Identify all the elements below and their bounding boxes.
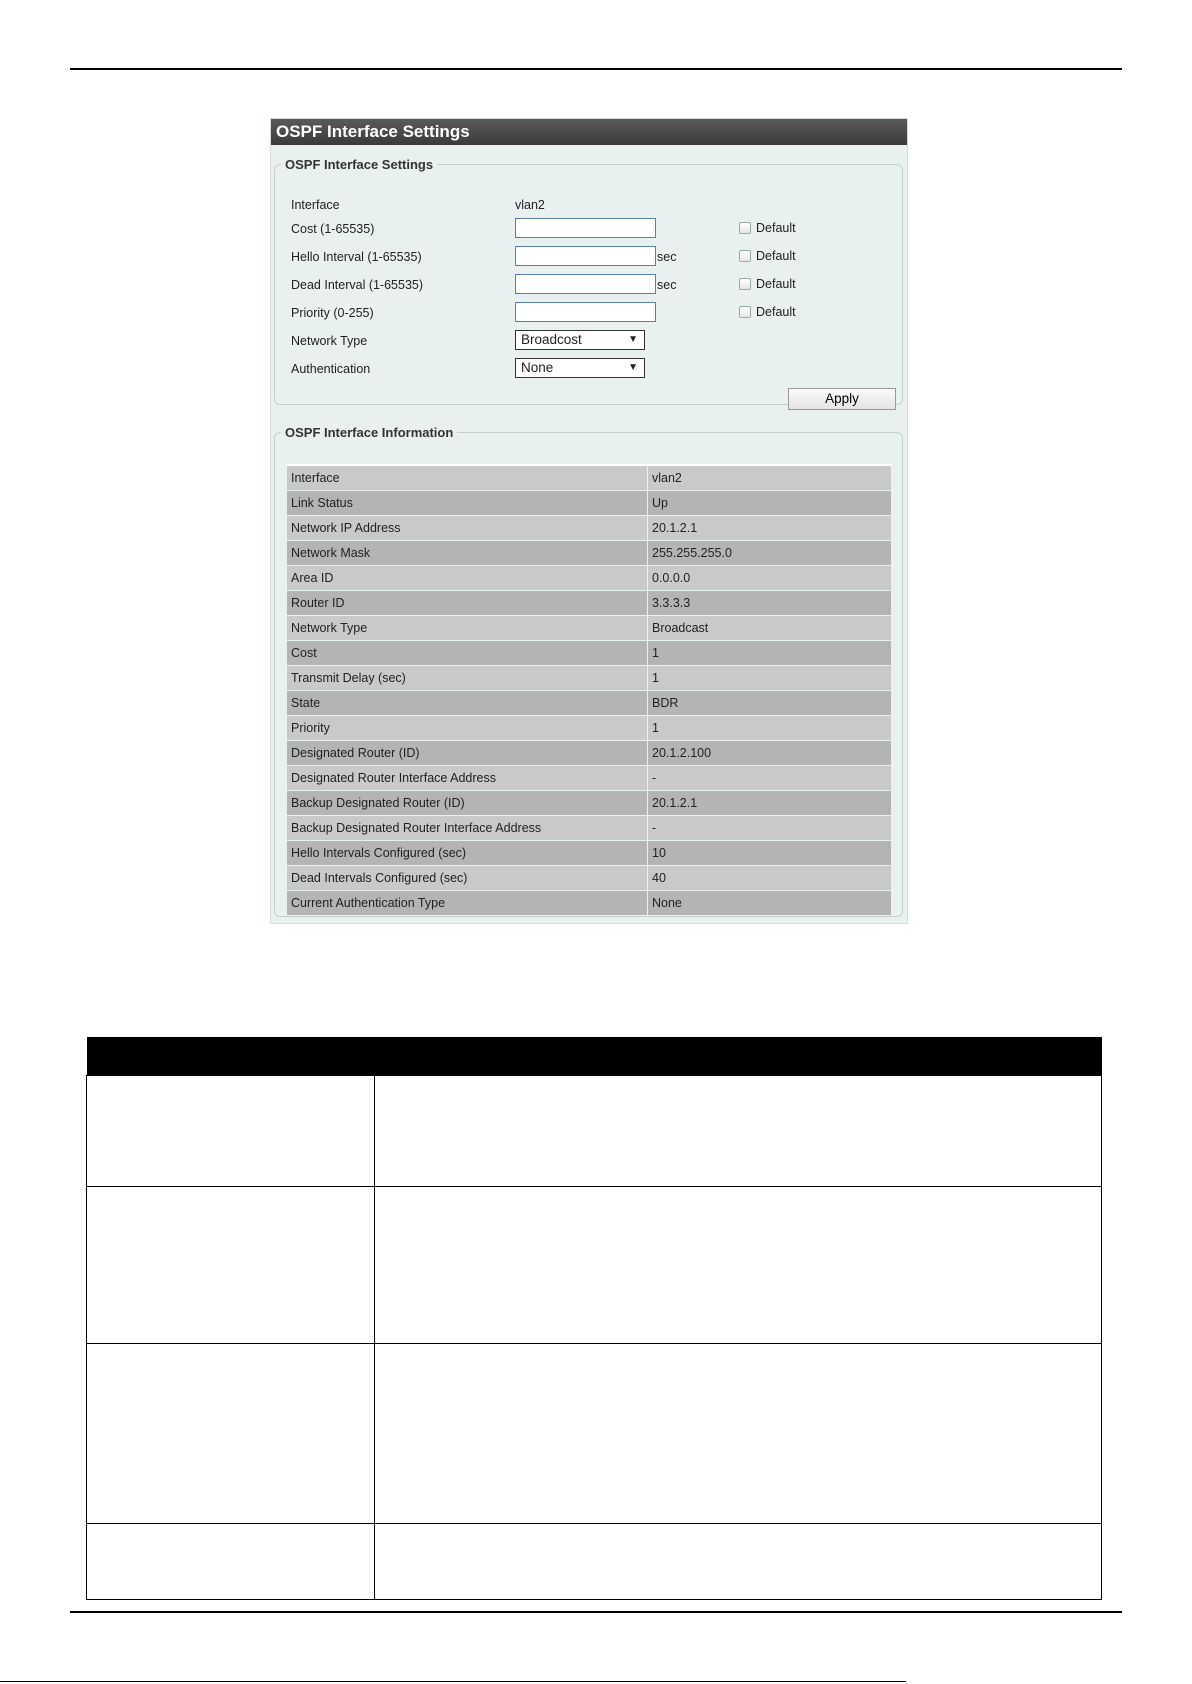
table-row — [87, 1524, 1102, 1600]
dead-interval-default[interactable] — [739, 277, 796, 291]
info-key: Backup Designated Router (ID) — [287, 791, 648, 816]
dead-interval-unit: sec — [657, 278, 677, 292]
info-key: Priority — [287, 716, 648, 741]
info-value: 255.255.255.0 — [648, 541, 892, 566]
table-cell — [87, 1076, 375, 1187]
cost-default-checkbox[interactable] — [739, 222, 751, 234]
info-value: BDR — [648, 691, 892, 716]
chevron-down-icon: ▼ — [628, 362, 638, 373]
info-key: Current Authentication Type — [287, 891, 648, 916]
info-value: None — [648, 891, 892, 916]
parameter-table — [86, 1037, 1102, 1600]
info-value: 0.0.0.0 — [648, 566, 892, 591]
info-value: 40 — [648, 866, 892, 891]
interface-label: Interface — [291, 198, 340, 212]
info-row — [287, 691, 892, 716]
cost-label: Cost (1-65535) — [291, 222, 375, 236]
info-value: 1 — [648, 716, 892, 741]
info-key: Dead Intervals Configured (sec) — [287, 866, 648, 891]
info-value: 1 — [648, 641, 892, 666]
info-value: 20.1.2.1 — [648, 791, 892, 816]
dead-interval-default-checkbox[interactable] — [739, 278, 751, 290]
info-value: 1 — [648, 666, 892, 691]
info-value: 20.1.2.100 — [648, 741, 892, 766]
info-row — [287, 741, 892, 766]
info-key: Interface — [287, 465, 648, 491]
info-key: Hello Intervals Configured (sec) — [287, 841, 648, 866]
info-row — [287, 791, 892, 816]
dead-interval-default-label: Default — [756, 277, 796, 291]
priority-row — [291, 302, 891, 326]
info-row — [287, 891, 892, 916]
network-type-select[interactable] — [515, 330, 645, 350]
info-row — [287, 816, 892, 841]
info-row — [287, 841, 892, 866]
info-row — [287, 716, 892, 741]
table-row — [87, 1344, 1102, 1524]
hello-interval-default-checkbox[interactable] — [739, 250, 751, 262]
information-table — [286, 464, 892, 916]
table-cell — [87, 1344, 375, 1524]
authentication-select[interactable] — [515, 358, 645, 378]
hello-interval-row — [291, 246, 891, 270]
authentication-label: Authentication — [291, 362, 371, 376]
chevron-down-icon: ▼ — [628, 334, 638, 345]
info-key: Link Status — [287, 491, 648, 516]
info-value: vlan2 — [648, 465, 892, 491]
info-row — [287, 465, 892, 491]
cost-row — [291, 218, 891, 242]
footnote-rule — [0, 1681, 906, 1682]
header-rule — [70, 68, 1122, 70]
info-key: Transmit Delay (sec) — [287, 666, 648, 691]
info-row — [287, 566, 892, 591]
table-cell — [375, 1187, 1102, 1344]
header-cell-parameter — [87, 1037, 375, 1076]
interface-value: vlan2 — [515, 198, 545, 212]
hello-interval-label: Hello Interval (1-65535) — [291, 250, 422, 264]
cost-default[interactable] — [739, 221, 796, 235]
table-cell — [87, 1524, 375, 1600]
network-type-label: Network Type — [291, 334, 368, 348]
hello-interval-unit: sec — [657, 250, 677, 264]
apply-button[interactable]: Apply — [788, 388, 896, 410]
dead-interval-input[interactable] — [515, 274, 656, 294]
table-row — [87, 1187, 1102, 1344]
table-cell — [375, 1344, 1102, 1524]
info-key: Network Type — [287, 616, 648, 641]
info-key: Area ID — [287, 566, 648, 591]
table-cell — [375, 1524, 1102, 1600]
network-type-selected: Broadcost — [521, 332, 582, 347]
info-key: Designated Router (ID) — [287, 741, 648, 766]
info-key: Designated Router Interface Address — [287, 766, 648, 791]
dead-interval-label: Dead Interval (1-65535) — [291, 278, 424, 292]
hello-interval-input[interactable] — [515, 246, 656, 266]
authentication-selected: None — [521, 360, 554, 375]
info-row — [287, 666, 892, 691]
priority-label: Priority (0-255) — [291, 306, 374, 320]
priority-default[interactable] — [739, 305, 796, 319]
info-row — [287, 616, 892, 641]
header-cell-description — [375, 1037, 1102, 1076]
priority-input[interactable] — [515, 302, 656, 322]
network-type-row — [291, 330, 891, 354]
info-row — [287, 591, 892, 616]
settings-legend: OSPF Interface Settings — [285, 157, 434, 172]
info-key: State — [287, 691, 648, 716]
info-value: Up — [648, 491, 892, 516]
info-row — [287, 866, 892, 891]
information-fieldset — [274, 425, 903, 917]
cost-input[interactable] — [515, 218, 656, 238]
ospf-interface-settings-panel — [270, 118, 908, 924]
info-key: Network Mask — [287, 541, 648, 566]
cost-default-label: Default — [756, 221, 796, 235]
settings-fieldset — [274, 157, 903, 405]
info-value: 3.3.3.3 — [648, 591, 892, 616]
info-row — [287, 766, 892, 791]
info-value: - — [648, 816, 892, 841]
info-key: Network IP Address — [287, 516, 648, 541]
info-key: Cost — [287, 641, 648, 666]
panel-title: OSPF Interface Settings — [271, 119, 907, 145]
table-cell — [375, 1076, 1102, 1187]
footer-rule — [70, 1611, 1122, 1613]
priority-default-checkbox[interactable] — [739, 306, 751, 318]
info-value: 10 — [648, 841, 892, 866]
info-value: Broadcast — [648, 616, 892, 641]
authentication-row — [291, 358, 891, 382]
information-legend: OSPF Interface Information — [285, 425, 454, 440]
table-cell — [87, 1187, 375, 1344]
parameter-table-header — [87, 1037, 1102, 1076]
info-key: Router ID — [287, 591, 648, 616]
info-value: - — [648, 766, 892, 791]
priority-default-label: Default — [756, 305, 796, 319]
info-row — [287, 491, 892, 516]
info-value: 20.1.2.1 — [648, 516, 892, 541]
info-row — [287, 541, 892, 566]
hello-interval-default-label: Default — [756, 249, 796, 263]
info-row — [287, 641, 892, 666]
dead-interval-row — [291, 274, 891, 298]
table-row — [87, 1076, 1102, 1187]
info-row — [287, 516, 892, 541]
info-key: Backup Designated Router Interface Address — [287, 816, 648, 841]
hello-interval-default[interactable] — [739, 249, 796, 263]
